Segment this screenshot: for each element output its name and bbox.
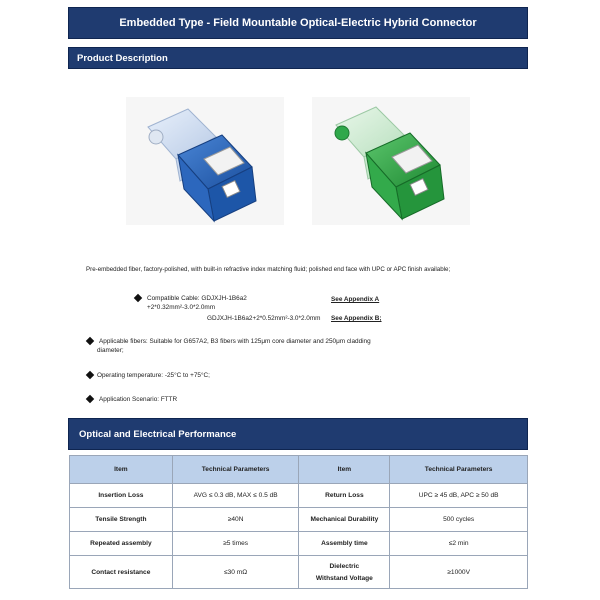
table-row bbox=[70, 532, 528, 556]
bullet-diamond-icon bbox=[134, 294, 142, 302]
green-connector-photo bbox=[312, 97, 470, 225]
table-cell-param: ≥1000V bbox=[390, 556, 528, 589]
document-title: Embedded Type - Field Mountable Optical-Electric Hybrid Connector bbox=[68, 7, 528, 39]
compatible-cable-line2: GDJXJH-1B6a2+2*0.52mm²-3.0*2.0mm bbox=[207, 315, 321, 322]
appendix-a-link[interactable]: See Appendix A bbox=[331, 296, 380, 303]
compatible-cable-line1: Compatible Cable: GDJXJH-1B6a2 bbox=[147, 295, 247, 302]
bullet-diamond-icon bbox=[86, 337, 94, 345]
table-cell-item: Tensile Strength bbox=[70, 508, 173, 532]
table-cell-item-line2: Withstand Voltage bbox=[315, 574, 373, 582]
table-row bbox=[70, 556, 528, 589]
table-cell-item-line1: Dielectric bbox=[329, 562, 360, 570]
performance-table bbox=[69, 455, 528, 589]
table-cell-param: ≤2 min bbox=[390, 532, 528, 556]
bullet-diamond-icon bbox=[86, 395, 94, 403]
compatible-cable-line1b: +2*0.32mm²-3.0*2.0mm bbox=[147, 304, 216, 311]
section-heading-product-description: Product Description bbox=[68, 47, 528, 69]
table-cell-param: ≥40N bbox=[172, 508, 299, 532]
table-header-row bbox=[70, 456, 528, 484]
table-cell-item: Mechanical Durability bbox=[299, 508, 390, 532]
blue-connector-photo bbox=[126, 97, 284, 225]
applicable-fibers-line1: Applicable fibers: Suitable for G657A2, B3 fibers with 125μm core diameter and 250μm cladding bbox=[99, 338, 371, 345]
table-cell-item: Contact resistance bbox=[70, 556, 173, 589]
application-scenario-text: Application Scenario: FTTR bbox=[99, 396, 178, 403]
product-description-text: Pre-embedded fiber, factory-polished, with built-in refractive index matching fluid; polished end face with UPC or APC finish available; bbox=[86, 266, 451, 273]
column-header: Technical Parameters bbox=[390, 456, 528, 484]
table-row bbox=[70, 484, 528, 508]
column-header: Item bbox=[299, 456, 390, 484]
appendix-b-link[interactable]: See Appendix B; bbox=[331, 315, 382, 322]
table-cell-param: ≥5 times bbox=[172, 532, 299, 556]
column-header: Technical Parameters bbox=[172, 456, 299, 484]
table-cell-param: UPC ≥ 45 dB, APC ≥ 50 dB bbox=[390, 484, 528, 508]
table-cell-item: Assembly time bbox=[299, 532, 390, 556]
table-cell-item: Insertion Loss bbox=[70, 484, 173, 508]
table-cell-param: AVG ≤ 0.3 dB, MAX ≤ 0.5 dB bbox=[172, 484, 299, 508]
bullet-diamond-icon bbox=[86, 371, 94, 379]
table-row bbox=[70, 508, 528, 532]
column-header: Item bbox=[70, 456, 173, 484]
table-cell-item: Return Loss bbox=[299, 484, 390, 508]
table-cell-param: 500 cycles bbox=[390, 508, 528, 532]
applicable-fibers-line2: diameter; bbox=[97, 347, 124, 354]
table-cell-item: Repeated assembly bbox=[70, 532, 173, 556]
operating-temperature-text: Operating temperature: -25°C to +75°C; bbox=[97, 372, 210, 379]
section-heading-performance: Optical and Electrical Performance bbox=[68, 418, 528, 450]
table-cell-param: ≤30 mΩ bbox=[172, 556, 299, 589]
table-cell-item bbox=[299, 556, 390, 589]
